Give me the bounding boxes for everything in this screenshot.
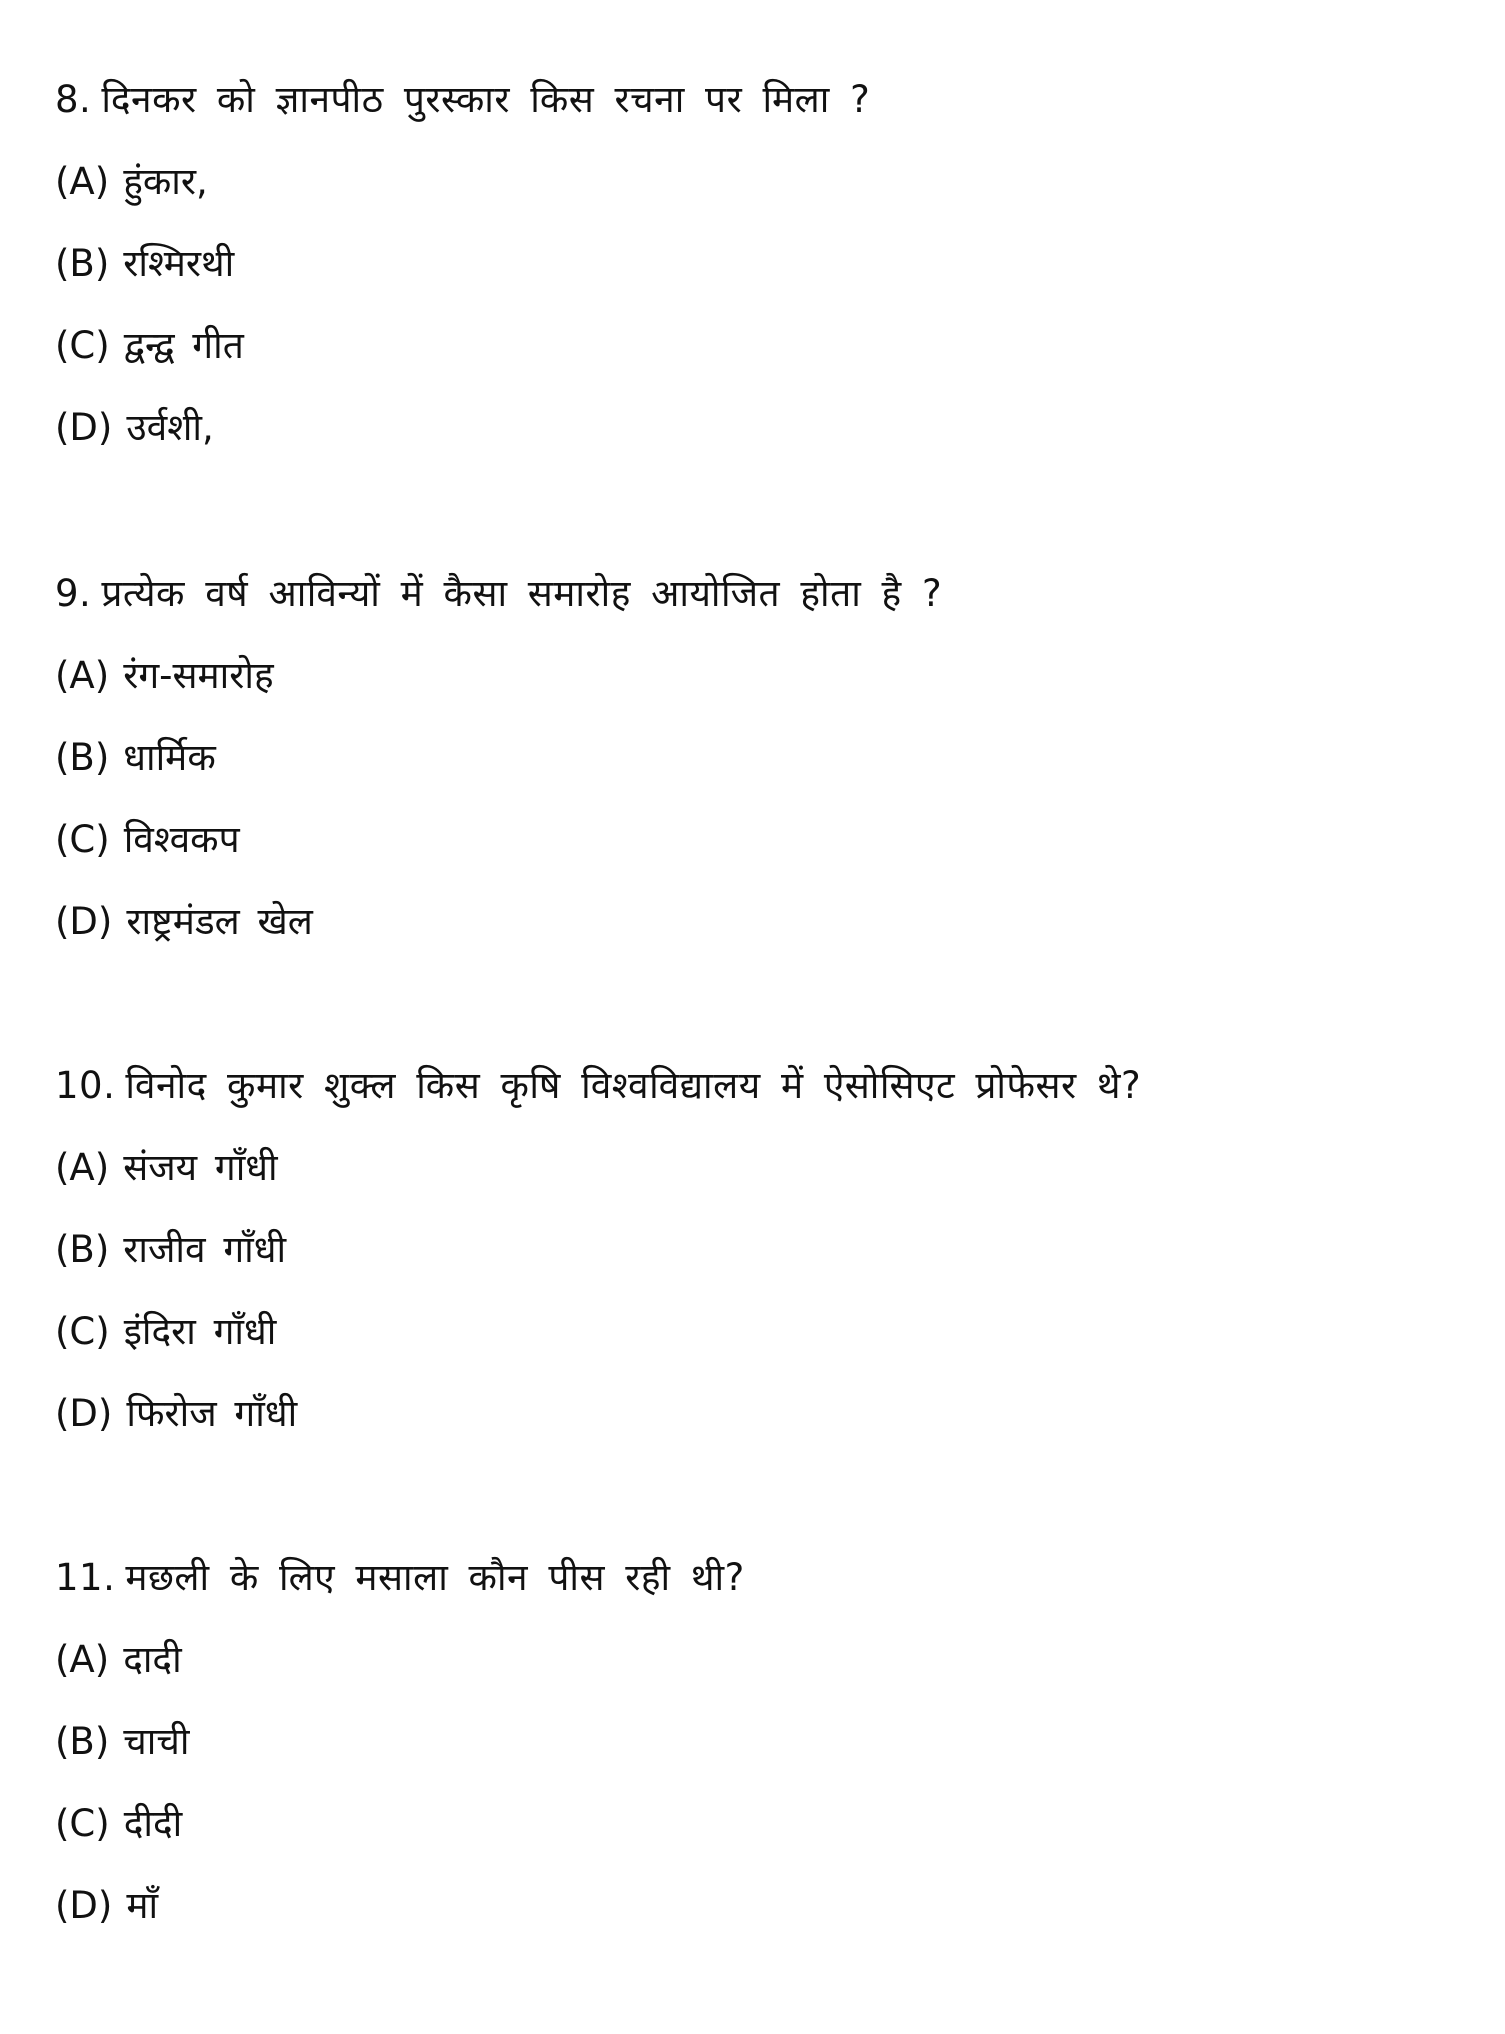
option-text: रश्मिरथी — [123, 242, 235, 285]
option-d[interactable] — [55, 1880, 1475, 1932]
question-8 — [55, 74, 1475, 454]
option-c[interactable] — [55, 814, 1475, 866]
question-text-line — [55, 568, 1475, 620]
option-text: राजीव गाँधी — [123, 1228, 287, 1271]
option-c[interactable] — [55, 1306, 1475, 1358]
question-11 — [55, 1552, 1475, 1932]
option-text: दीदी — [123, 1802, 183, 1845]
option-text: हुंकार, — [123, 160, 208, 203]
option-d[interactable] — [55, 896, 1475, 948]
option-d[interactable] — [55, 1388, 1475, 1440]
option-letter: (D) — [55, 406, 113, 449]
option-c[interactable] — [55, 320, 1475, 372]
question-text-line — [55, 74, 1475, 126]
option-text: इंदिरा गाँधी — [123, 1310, 277, 1353]
question-text: दिनकर को ज्ञानपीठ पुरस्कार किस रचना पर मिला ? — [101, 78, 871, 121]
option-letter: (A) — [55, 1146, 110, 1189]
option-letter: (D) — [55, 1884, 113, 1927]
option-text: द्वन्द्व गीत — [123, 324, 244, 367]
option-list — [55, 1634, 1475, 1932]
option-text: रंग-समारोह — [123, 654, 274, 697]
option-b[interactable] — [55, 732, 1475, 784]
option-c[interactable] — [55, 1798, 1475, 1850]
option-list — [55, 156, 1475, 454]
question-text-line — [55, 1552, 1475, 1604]
option-letter: (C) — [55, 324, 110, 367]
option-letter: (B) — [55, 1228, 110, 1271]
option-b[interactable] — [55, 1716, 1475, 1768]
question-number: 9. — [55, 572, 92, 615]
question-number: 10. — [55, 1064, 116, 1107]
option-text: संजय गाँधी — [123, 1146, 278, 1189]
option-letter: (D) — [55, 1392, 113, 1435]
question-text-line — [55, 1060, 1475, 1112]
option-a[interactable] — [55, 650, 1475, 702]
option-letter: (B) — [55, 1720, 110, 1763]
question-number: 11. — [55, 1556, 116, 1599]
option-letter: (B) — [55, 736, 110, 779]
question-number: 8. — [55, 78, 92, 121]
option-text: राष्ट्रमंडल खेल — [126, 900, 313, 943]
option-list — [55, 1142, 1475, 1440]
option-b[interactable] — [55, 1224, 1475, 1276]
option-letter: (A) — [55, 1638, 110, 1681]
option-letter: (C) — [55, 818, 110, 861]
option-text: फिरोज गाँधी — [126, 1392, 298, 1435]
option-text: उर्वशी, — [126, 406, 214, 449]
option-a[interactable] — [55, 1142, 1475, 1194]
option-letter: (C) — [55, 1310, 110, 1353]
option-text: माँ — [126, 1884, 159, 1927]
option-letter: (A) — [55, 160, 110, 203]
option-d[interactable] — [55, 402, 1475, 454]
option-text: चाची — [123, 1720, 190, 1763]
option-list — [55, 650, 1475, 948]
option-letter: (A) — [55, 654, 110, 697]
option-a[interactable] — [55, 156, 1475, 208]
question-9 — [55, 568, 1475, 948]
option-text: दादी — [123, 1638, 182, 1681]
option-b[interactable] — [55, 238, 1475, 290]
question-text: विनोद कुमार शुक्ल किस कृषि विश्वविद्यालय में ऐसोसिएट प्रोफेसर थे? — [125, 1064, 1142, 1107]
option-letter: (C) — [55, 1802, 110, 1845]
option-text: धार्मिक — [123, 736, 216, 779]
option-letter: (D) — [55, 900, 113, 943]
question-text: प्रत्येक वर्ष आविन्यों में कैसा समारोह आयोजित होता है ? — [101, 572, 943, 615]
question-10 — [55, 1060, 1475, 1440]
option-a[interactable] — [55, 1634, 1475, 1686]
question-text: मछली के लिए मसाला कौन पीस रही थी? — [125, 1556, 745, 1599]
option-letter: (B) — [55, 242, 110, 285]
option-text: विश्वकप — [123, 818, 240, 861]
